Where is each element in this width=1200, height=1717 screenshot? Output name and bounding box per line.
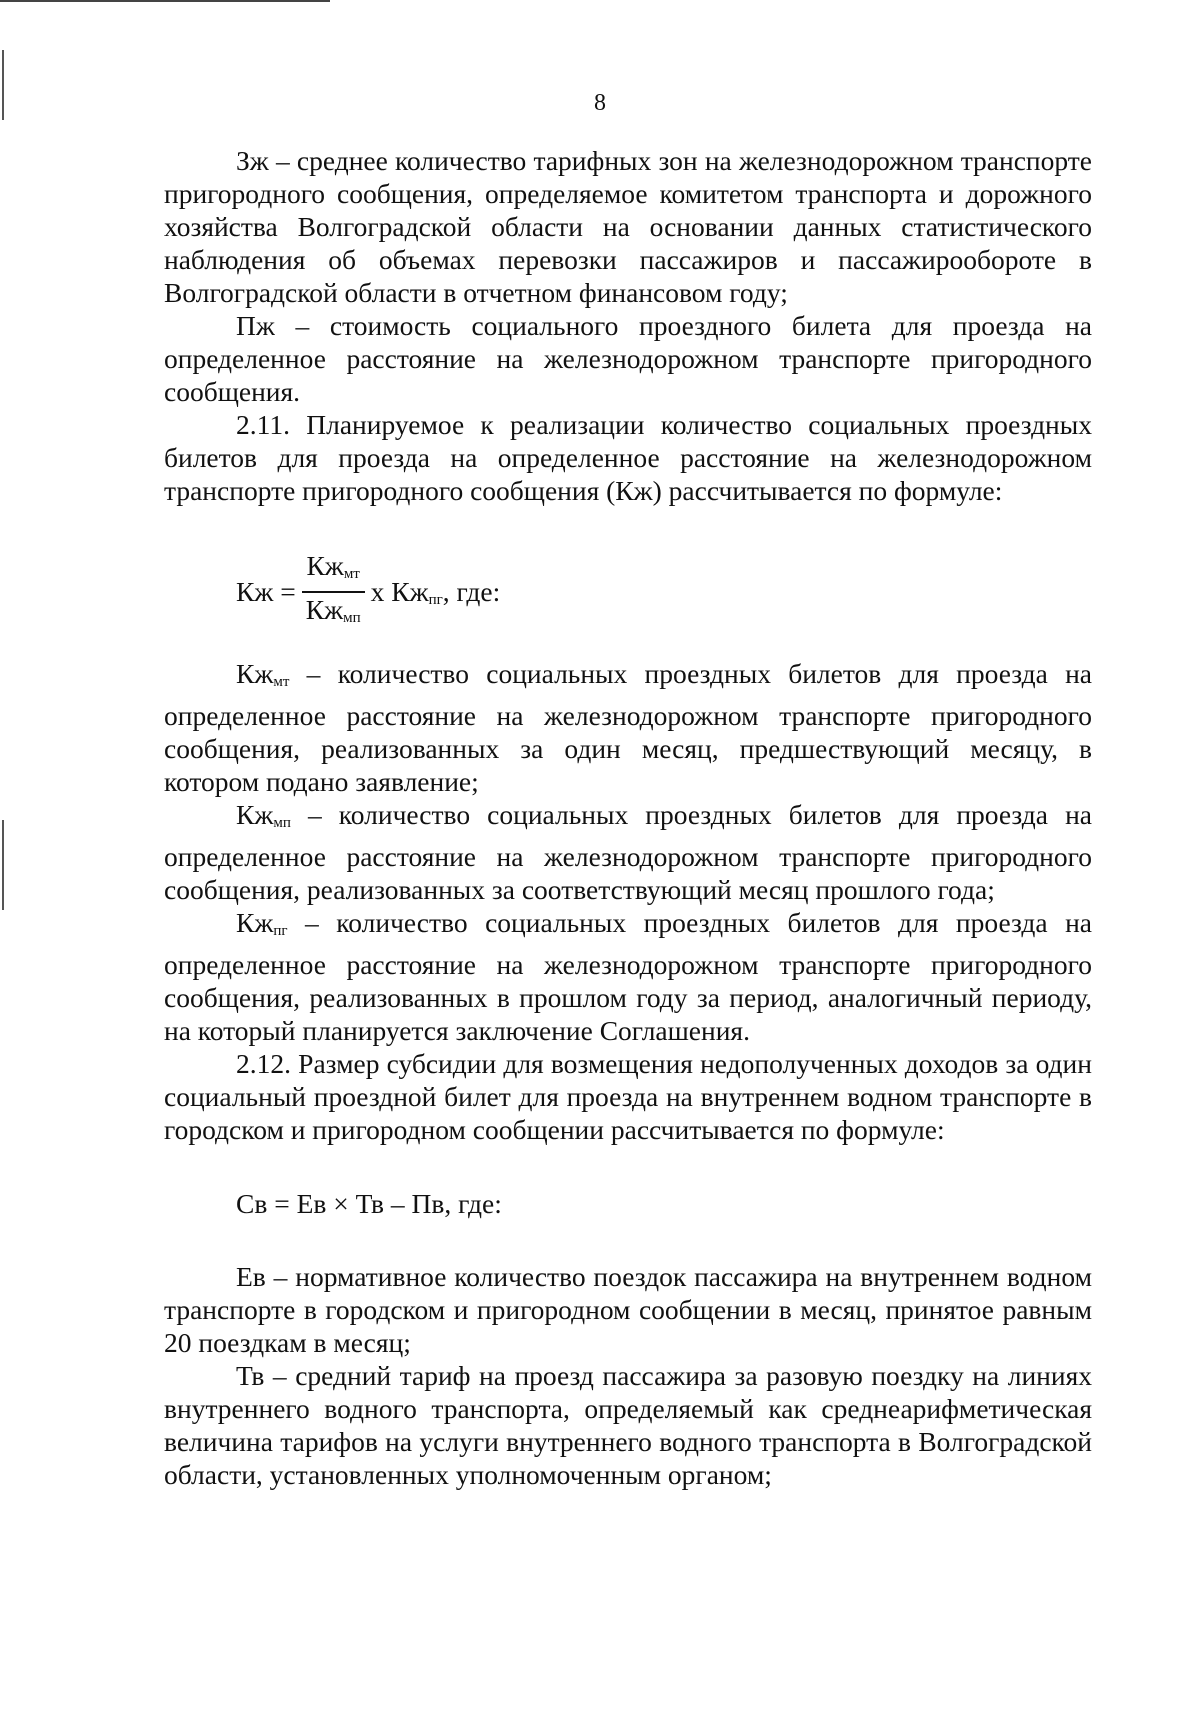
definition-kzh-mp: $Кж_{мп}$ – количество социальных проездных билетов для проезда на определенное расстояние на железнодорожном транспорте пригородного сообщения, реализованных за соответствующий месяц прошлого года; — [164, 799, 1092, 905]
paragraph-pzh: Пж – стоимость социального проездного билета для проезда на определенное расстояние на железнодорожном транспорте пригородного сообщения. — [164, 310, 1092, 407]
formula-kzh — [164, 507, 1092, 657]
document-body — [164, 144, 1092, 1491]
top-rule — [0, 0, 330, 2]
formula-multiplier: х $Кж_{пг}$, где: — [370, 575, 501, 608]
paragraph-2-11: 2.11. Планируемое к реализации количество социальных проездных билетов для проезда на определенное расстояние на железнодорожном транспорте пригородного сообщения (Кж) рассчитывается по формуле: — [164, 409, 1092, 506]
paragraph-zh: Зж – среднее количество тарифных зон на железнодорожном транспорте пригородного сообщения, определяемое комитетом транспорта и дорожного хозяйства Волгоградской области на основании данных статистического наблюдения об объемах перевозки пассажиров и пассажирообороте в Волгоградской области в отчетном финансовом году; — [164, 145, 1092, 308]
fraction-numerator: $Кж_{мт}$ — [306, 550, 360, 582]
paragraph-tv: Тв – средний тариф на проезд пассажира за разовую поездку на линиях внутреннего водного транспорта, определяемый как среднеарифметическая величина тарифов на услуги внутреннего водного транспорта в Волгоградской области, установленных уполномоченным органом; — [164, 1360, 1092, 1490]
formula-cv — [164, 1146, 1092, 1260]
paragraph-ev: Ев – нормативное количество поездок пассажира на внутреннем водном транспорте в городском и пригородном сообщении в месяц, принятое равным 20 поездкам в месяц; — [164, 1261, 1092, 1358]
scan-margin-mark — [2, 820, 4, 910]
fraction-denominator: $Кж_{мп}$ — [305, 594, 361, 626]
page-number: 8 — [594, 90, 606, 116]
formula-lhs: Кж = — [236, 576, 296, 607]
definition-kzh-mt: $Кж_{мт}$ – количество социальных проездных билетов для проезда на определенное расстояние на железнодорожном транспорте пригородного сообщения, реализованных за один месяц, предшествующий месяцу, в котором подано заявление; — [164, 658, 1092, 797]
paragraph-2-12: 2.12. Размер субсидии для возмещения недополученных доходов за один социальный проездной билет для проезда на внутреннем водном транспорте в городском и пригородном сообщении рассчитывается по формуле: — [164, 1048, 1092, 1145]
formula-fraction — [302, 549, 365, 635]
formula-cv-text: Св = Ев × Тв – Пв, где: — [236, 1188, 502, 1219]
definition-kzh-pg: $Кж_{пг}$ – количество социальных проездных билетов для проезда на определенное расстояние на железнодорожном транспорте пригородного сообщения, реализованных в прошлом году за период, аналогичный периоду, на который планируется заключение Соглашения. — [164, 907, 1092, 1046]
